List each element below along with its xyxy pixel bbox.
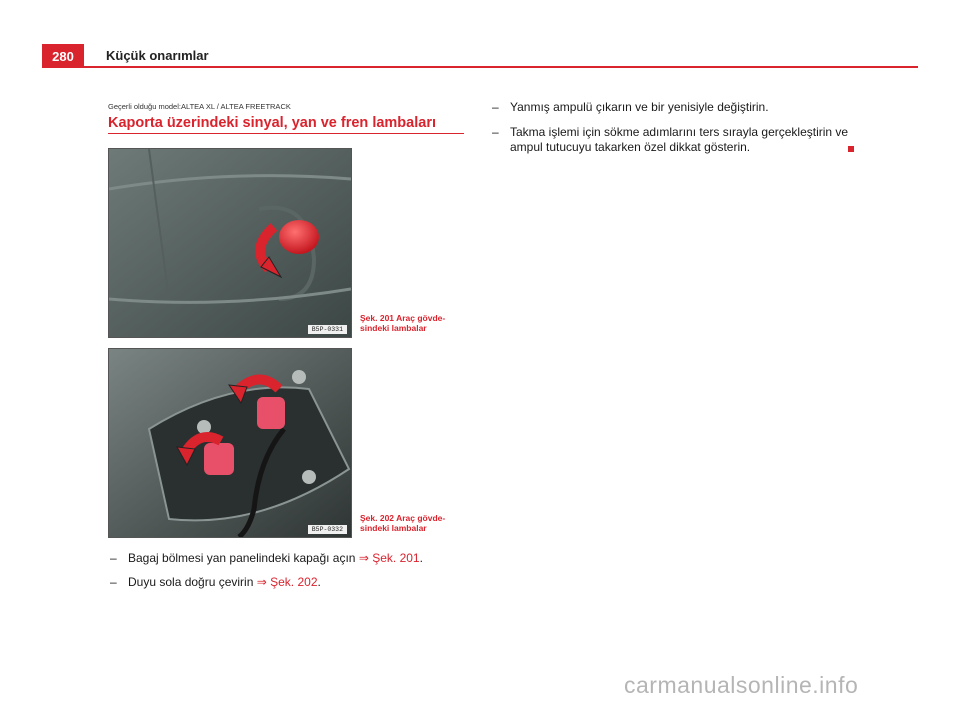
step-text: Yanmış ampulü çıkarın ve bir yenisiyle değiştirin. [510, 100, 769, 114]
step-dash: – [492, 125, 499, 139]
figure-202-link[interactable]: ⇒ Şek. 202 [256, 575, 318, 589]
page-number-badge: 280 [42, 44, 84, 68]
bulb-holder-icon [204, 443, 234, 475]
figure-code: B5P-0331 [308, 325, 347, 334]
chapter-title: Küçük onarımlar [106, 48, 209, 63]
step-tail: . [317, 575, 321, 589]
watermark: carmanualsonline.info [624, 672, 859, 698]
caption-line: sindeki lambalar [360, 523, 427, 533]
cover-cap-icon [279, 220, 319, 254]
step-dash: – [110, 575, 117, 589]
step-dash: – [492, 100, 499, 114]
section-rule [108, 133, 464, 134]
figure-code: B5P-0332 [308, 525, 347, 534]
figure-202-caption [360, 513, 464, 533]
figure-202 [108, 348, 352, 538]
step-dash: – [110, 551, 117, 565]
step-tail: . [419, 551, 423, 565]
caption-line: Şek. 202 Araç gövde- [360, 513, 446, 523]
step-turn-socket [110, 575, 470, 590]
figure-201-caption [360, 313, 464, 333]
section-title: Kaporta üzerindeki sinyal, yan ve fren lambaları [108, 115, 436, 131]
caption-line: Şek. 201 Araç gövde- [360, 313, 446, 323]
figure-201-link[interactable]: ⇒ Şek. 201 [358, 551, 420, 565]
step-replace-bulb [492, 100, 862, 115]
step-text: Bagaj bölmesi yan panelindeki kapağı açın [128, 551, 359, 565]
section-end-marker [848, 146, 854, 152]
model-applicability: Geçerli olduğu model:ALTEA XL / ALTEA FREETRACK [108, 102, 291, 111]
bulb-holder-icon [257, 397, 285, 429]
caption-line: sindeki lambalar [360, 323, 427, 333]
bolt-icon [302, 470, 316, 484]
bolt-icon [197, 420, 211, 434]
step-text: Takma işlemi için sökme adımlarını ters sırayla gerçekleştirin ve ampul tutucuyu takarken özel dikkat gösterin. [510, 125, 849, 154]
step-text: Duyu sola doğru çevirin [128, 575, 257, 589]
figure-202-illustration [109, 349, 351, 537]
step-open-cover [110, 551, 470, 566]
step-reassemble [492, 125, 862, 155]
figure-201 [108, 148, 352, 338]
bolt-icon [292, 370, 306, 384]
header-rule [84, 66, 918, 68]
figure-201-illustration [109, 149, 351, 337]
